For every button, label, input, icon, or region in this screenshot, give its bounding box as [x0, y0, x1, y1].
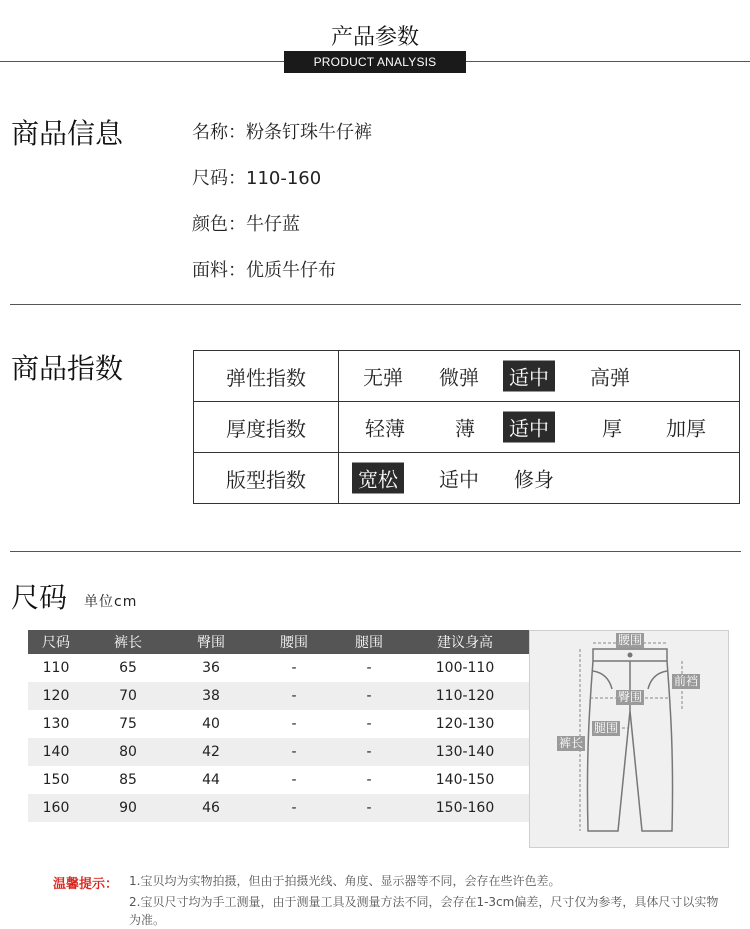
- thickness-option-moderate: 适中: [503, 412, 555, 443]
- cell-length: 65: [119, 660, 137, 676]
- cell-hip: 44: [202, 772, 220, 788]
- elasticity-label: 弹性指数: [194, 351, 339, 402]
- cell-height: 120-130: [435, 716, 495, 732]
- cell-hip: 38: [172, 682, 250, 710]
- cell-thigh: -: [366, 716, 372, 732]
- elasticity-option-slight: 微弹: [439, 365, 479, 390]
- cell-hip: 46: [172, 794, 250, 822]
- fit-option-loose: 宽松: [352, 463, 404, 494]
- page-title: 产品参数: [330, 25, 419, 50]
- cell-length: 85: [119, 772, 137, 788]
- size-table-header: [28, 630, 530, 654]
- cell-size: 110: [42, 660, 70, 676]
- cell-waist: -: [291, 772, 297, 788]
- col-height: 建议身高: [400, 630, 530, 654]
- cell-thigh: -: [338, 682, 400, 710]
- fit-option-slim: 修身: [514, 467, 554, 492]
- cell-length: 80: [84, 738, 172, 766]
- cell-waist: -: [250, 738, 338, 766]
- elasticity-options: [339, 351, 740, 402]
- diagram-label-hip: 臀围: [618, 690, 643, 704]
- diagram-label-waist: 腰围: [618, 633, 643, 647]
- cell-thigh: -: [338, 794, 400, 822]
- col-length: 裤长: [84, 630, 172, 654]
- cell-height: 150-160: [400, 794, 530, 822]
- tip-line-1: 1.宝贝均为实物拍摄，但由于拍摄光线、角度、显示器等不同，会存在些许色差。: [129, 874, 561, 888]
- section-divider: [10, 551, 741, 552]
- fit-options: [339, 453, 740, 504]
- product-index-heading: 商品指数: [11, 352, 124, 385]
- thickness-option-extra-thick: 加厚: [666, 416, 706, 441]
- cell-height: 140-150: [435, 772, 495, 788]
- cell-waist: -: [250, 794, 338, 822]
- diagram-label-front-rise: 前裆: [674, 674, 699, 688]
- table-row: [28, 682, 530, 710]
- elasticity-row: [194, 351, 740, 402]
- product-info-heading: 商品信息: [11, 117, 124, 150]
- pants-measurement-diagram: [529, 630, 729, 848]
- info-color: 颜色：牛仔蓝: [192, 214, 300, 235]
- size-unit: 单位cm: [84, 594, 138, 610]
- info-name: 名称：粉条钉珠牛仔裤: [192, 122, 372, 143]
- cell-waist: -: [291, 716, 297, 732]
- thickness-option-thin: 薄: [455, 416, 475, 441]
- cell-hip: 36: [202, 660, 220, 676]
- cell-length: 75: [119, 716, 137, 732]
- table-row: [28, 654, 530, 682]
- cell-size: 120: [28, 682, 84, 710]
- section-divider: [10, 304, 741, 305]
- size-table: [28, 630, 530, 822]
- cell-size: 130: [42, 716, 70, 732]
- thickness-label: 厚度指数: [194, 402, 339, 453]
- cell-height: 100-110: [435, 660, 495, 676]
- product-index-table: [193, 350, 740, 504]
- tip-line-2: 2.宝贝尺寸均为手工测量，由于测量工具及测量方法不同，会存在1-3cm偏差，尺寸仅为参考，具体尺寸以实物为准。: [129, 895, 719, 927]
- cell-length: 90: [84, 794, 172, 822]
- table-row: [28, 710, 530, 738]
- cell-height: 130-140: [400, 738, 530, 766]
- cell-length: 70: [84, 682, 172, 710]
- elasticity-option-none: 无弹: [363, 365, 403, 390]
- col-waist: 腰围: [250, 630, 338, 654]
- cell-thigh: -: [338, 738, 400, 766]
- diagram-label-thigh: 腿围: [594, 721, 619, 735]
- diagram-label-length: 裤长: [559, 736, 584, 750]
- elasticity-option-high: 高弹: [590, 365, 630, 390]
- elasticity-option-moderate: 适中: [503, 361, 555, 392]
- cell-waist: -: [250, 682, 338, 710]
- table-row: [28, 738, 530, 766]
- thickness-option-thick: 厚: [602, 416, 622, 441]
- cell-waist: -: [291, 660, 297, 676]
- size-heading: 尺码: [11, 581, 68, 614]
- tips-label: 温馨提示：: [53, 877, 119, 892]
- thickness-row: [194, 402, 740, 453]
- cell-thigh: -: [366, 660, 372, 676]
- cell-size: 150: [42, 772, 70, 788]
- header-subtitle-badge: PRODUCT ANALYSIS: [284, 51, 466, 73]
- thickness-option-light: 轻薄: [365, 416, 405, 441]
- cell-hip: 40: [202, 716, 220, 732]
- fit-option-regular: 适中: [439, 467, 479, 492]
- cell-size: 140: [28, 738, 84, 766]
- cell-hip: 42: [172, 738, 250, 766]
- fit-label: 版型指数: [194, 453, 339, 504]
- fit-row: [194, 453, 740, 504]
- col-size: 尺码: [28, 630, 84, 654]
- col-hip: 臀围: [172, 630, 250, 654]
- cell-size: 160: [28, 794, 84, 822]
- cell-thigh: -: [366, 772, 372, 788]
- info-fabric: 面料：优质牛仔布: [192, 260, 336, 281]
- thickness-options: [339, 402, 740, 453]
- table-row: [28, 766, 530, 794]
- cell-height: 110-120: [400, 682, 530, 710]
- info-size: 尺码：110-160: [192, 168, 322, 189]
- col-thigh: 腿围: [338, 630, 400, 654]
- table-row: [28, 794, 530, 822]
